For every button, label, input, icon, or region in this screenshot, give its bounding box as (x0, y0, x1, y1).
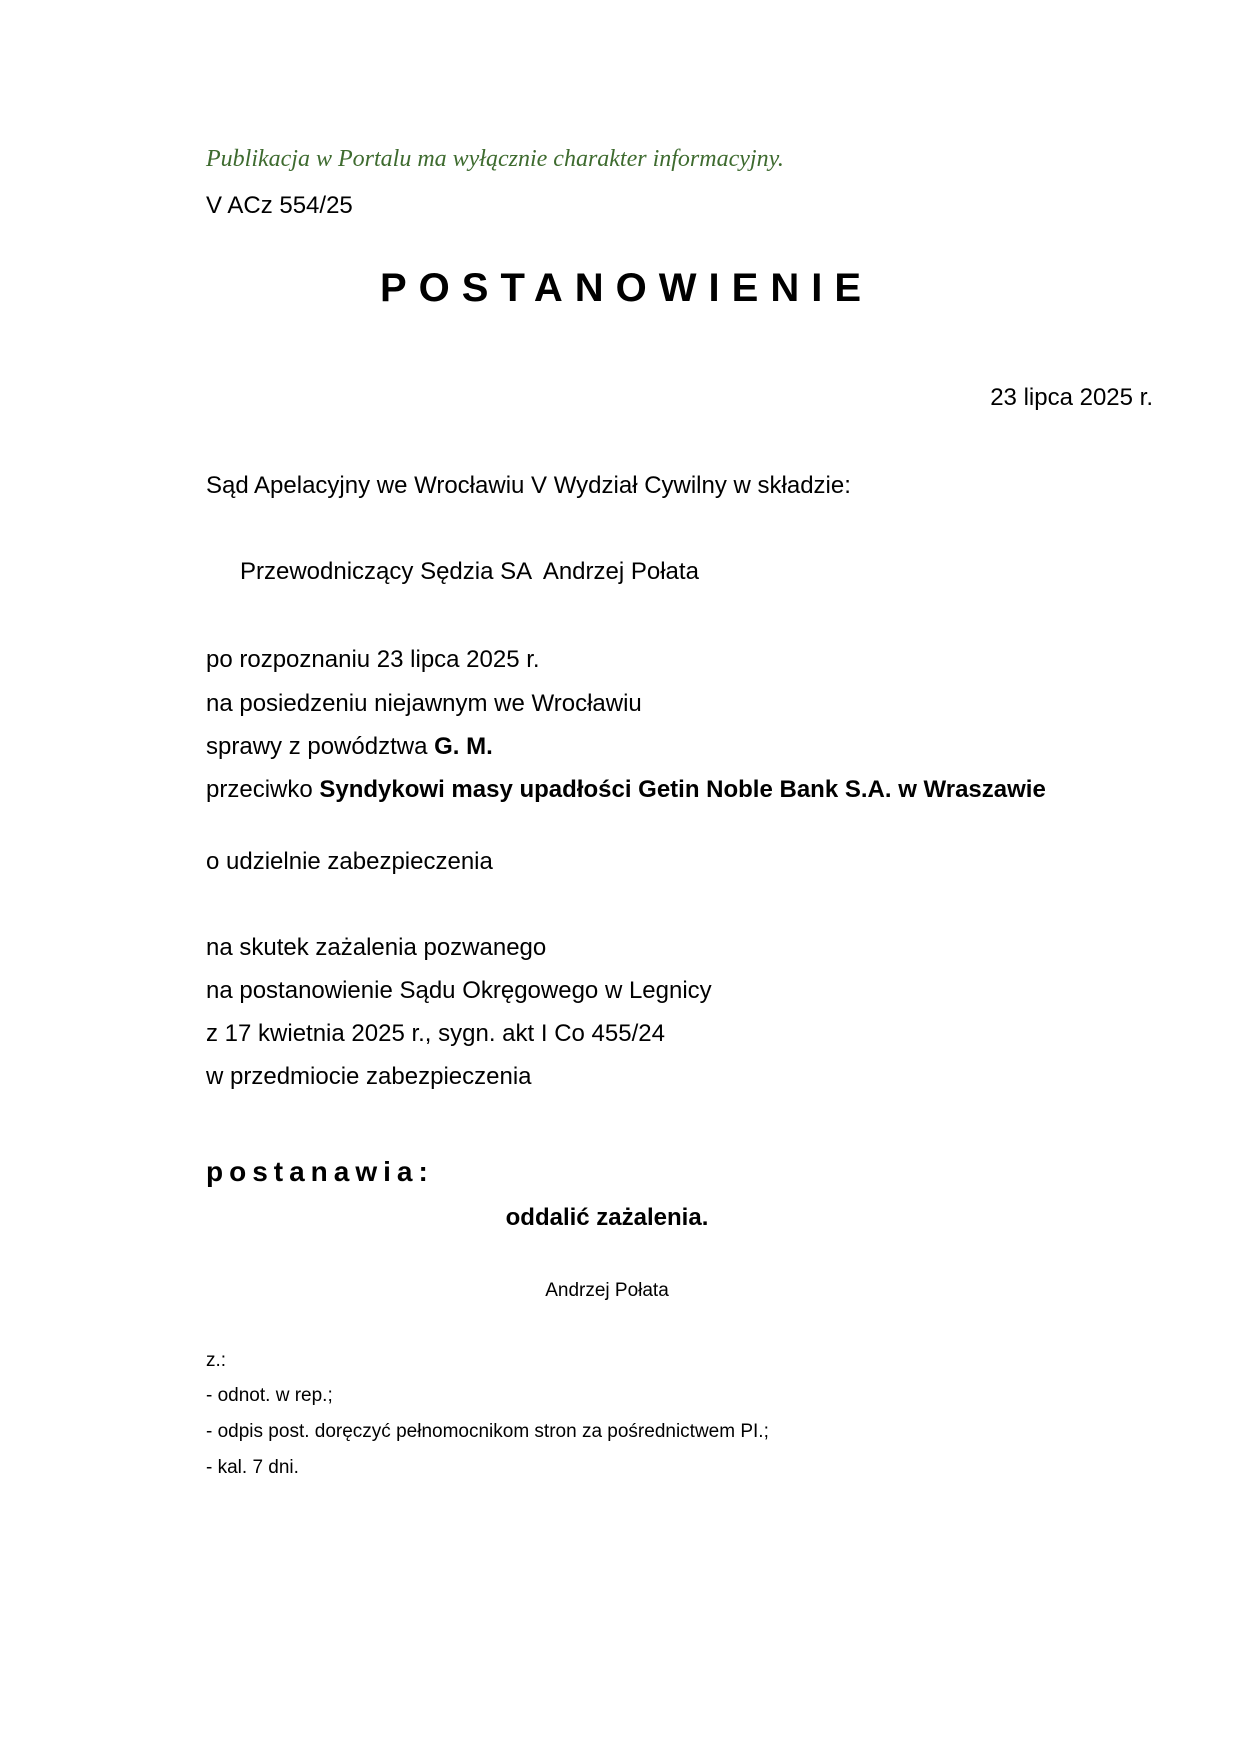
defendant-line (206, 776, 1046, 804)
plaintiff-prefix: sprawy z powództwa (206, 733, 435, 760)
appeal-line-1: na skutek zażalenia pozwanego (206, 934, 547, 961)
defendant-prefix: przeciwko (206, 776, 320, 803)
court-composition: Sąd Apelacyjny we Wrocławiu V Wydział Cywilny w składzie: (206, 472, 851, 499)
plaintiff-name: G. M. (434, 733, 493, 760)
orders-heading: z.: (206, 1350, 227, 1371)
appeal-line-3: z 17 kwietnia 2025 r., sygn. akt I Co 455/24 (206, 1020, 665, 1047)
hearing-place-line: na posiedzeniu niejawnym we Wrocławiu (206, 690, 642, 717)
order-item: - odnot. w rep.; (206, 1385, 333, 1406)
defendant-name: Syndykowi masy upadłości Getin Noble Bank S.A. w Wraszawie (319, 776, 1046, 803)
portal-notice: Publikacja w Portalu ma wyłącznie charakter informacyjny. (206, 146, 784, 172)
case-number: V ACz 554/25 (206, 192, 353, 219)
appeal-line-4: w przedmiocie zabezpieczenia (206, 1063, 532, 1090)
decides-heading: postanawia: (206, 1156, 434, 1187)
document-date: 23 lipca 2025 r. (990, 384, 1153, 411)
hearing-date-line: po rozpoznaniu 23 lipca 2025 r. (206, 646, 540, 673)
order-item: - odpis post. doręczyć pełnomocnikom stron za pośrednictwem PI.; (206, 1421, 769, 1442)
order-item: - kal. 7 dni. (206, 1457, 299, 1478)
presiding-judge: Przewodniczący Sędzia SA Andrzej Połata (240, 558, 699, 585)
plaintiff-line (206, 733, 493, 761)
appeal-line-2: na postanowienie Sądu Okręgowego w Legnicy (206, 977, 712, 1004)
case-subject: o udzielnie zabezpieczenia (206, 848, 493, 875)
signature: Andrzej Połata (545, 1280, 669, 1301)
document-title: POSTANOWIENIE (379, 266, 874, 310)
ruling-text: oddalić zażalenia. (505, 1204, 709, 1231)
ruling (0, 1204, 1214, 1232)
